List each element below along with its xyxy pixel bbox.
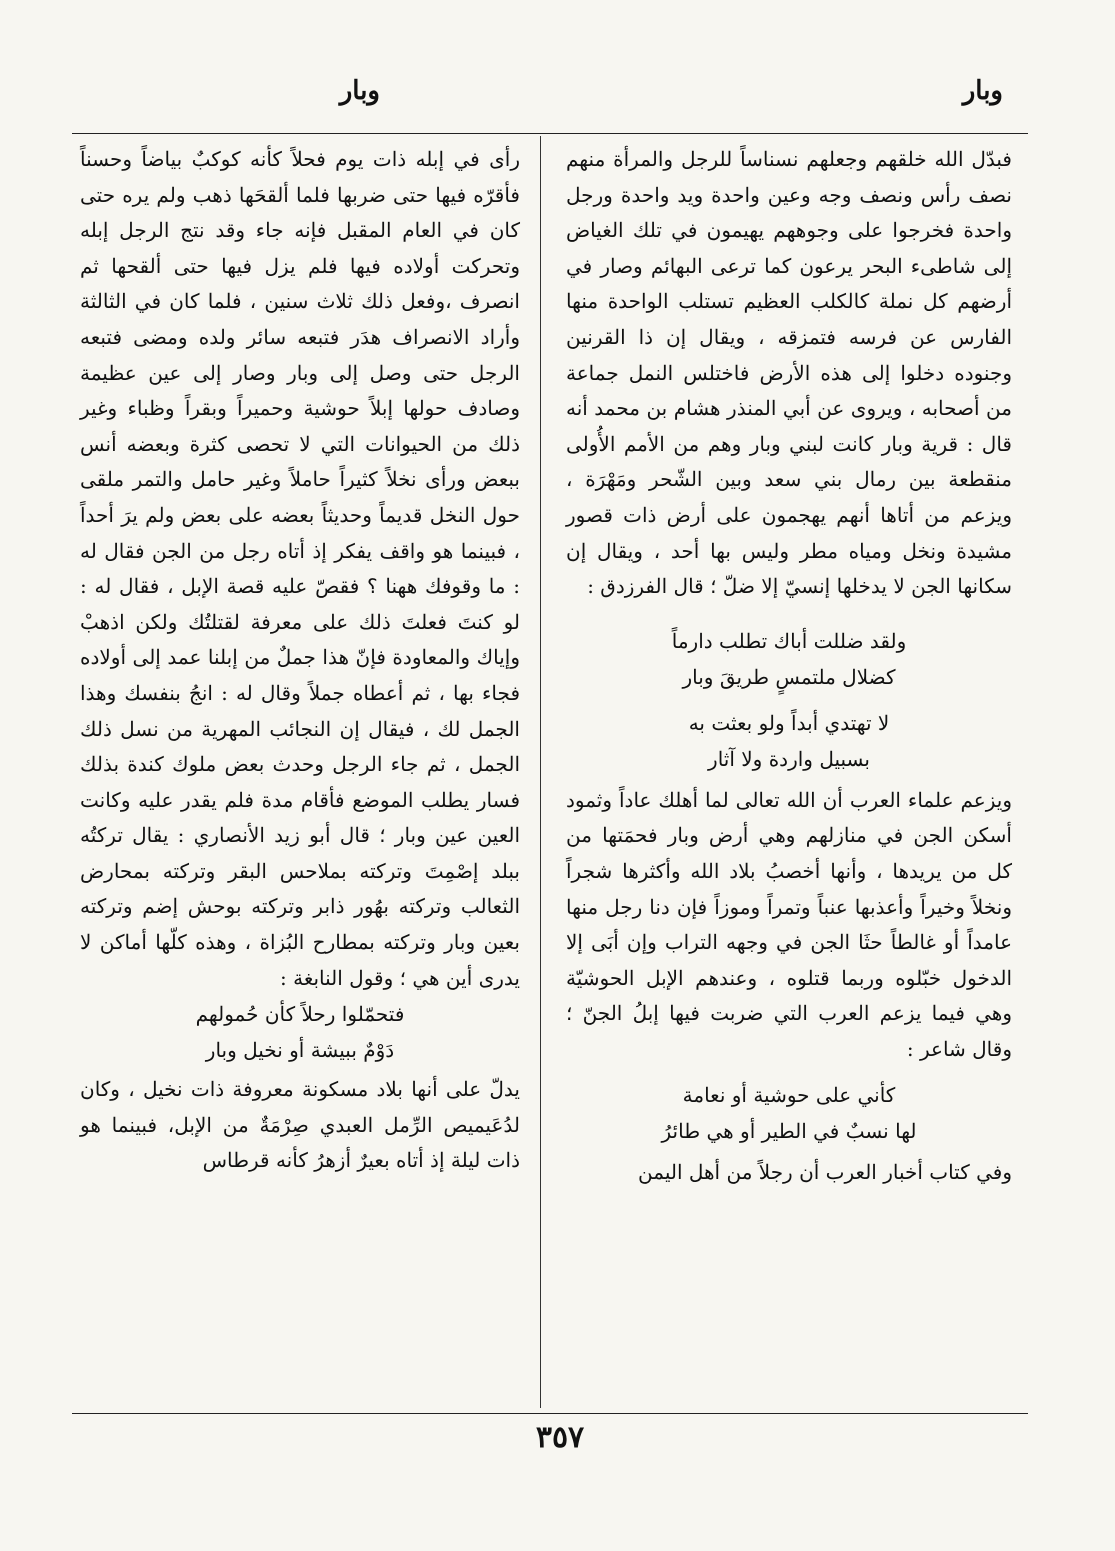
verse-line: لا تهتدي أبداً ولو بعثت به	[688, 710, 890, 735]
right-verse-2	[566, 1067, 1012, 1155]
left-paragraph-1: رأى في إبله ذات يوم فحلاً كأنه كوكبٌ بياضاً وحسناً فأقرّه فيها حتى ضربها فلما ألقحَها ذهب ولم يره حتى كان في العام المقبل فإنه جاء وقد نتج الرجل إبله وتحركت أولاده فيها فلم يزل فيها حتى ألقحها ثم انصرف ،وفعل ذلك ثلاث سنين ، فلما كان في الثالثة وأراد الانصراف هدَر فتبعه سائر ولده ومضى فتبعه الرجل حتى وصل إلى وبار وصار إلى عين عظيمة وصادف حولها إبلاً حوشية وحميراً وبقراً وظباء وغير ذلك من الحيوانات التي لا تحصى كثرة وبعضه أنس ببعض ورأى نخلاً كثيراً حاملاً وغير حامل والتمر ملقى حول النخل قديماً وحديثاً بعضه على بعض ولم يرَ أحداً ، فبينما هو واقف يفكر إذ أتاه رجل من الجن فقال له : ما وقوفك ههنا ؟ فقصّ عليه قصة الإبل ، فقال له : لو كنتَ فعلتَ ذلك على معرفة لقتلتُك ولكن اذهبْ وإياك والمعاودة فإنّ هذا جملٌ من إبلنا عمد إلى أولاده فجاء بها ، ثم أعطاه جملاً وقال له : انجُ بنفسك وهذا الجمل لك ، فيقال إن النجائب المهرية من نسل ذلك الجمل ، ثم جاء الرجل وحدث بعض ملوك كندة بذلك فسار يطلب الموضع فأقام مدة فلم يقدر عليه وكانت العين عين وبار ؛ قال أبو زيد الأنصاري : يقال تركتُه ببلد إصْمِتَ وتركته بملاحس البقر وتركته بمحارض الثعالب وتركته بهُور ذابر وتركته بوحش إضم وتركته بعين وبار وتركته بمطارح البُزاة ، وهذه كلّها أماكن لا يدرى أين هي ؛ وقول النابغة :	[80, 147, 520, 990]
verse-line: فتحمّلوا رحلاً كأن حُمولهم	[195, 1002, 405, 1027]
right-paragraph-1: فبدّل الله خلقهم وجعلهم نسناساً للرجل والمرأة منهم نصف رأس ونصف وجه وعين واحدة ويد واحدة ورجل واحدة فخرجوا على وجوههم يهيمون في تلك الغياض إلى شاطىء البحر يرعون كما ترعى البهائم وصار في أرضهم كل نملة كالكلب العظيم تستلب الواحدة منها الفارس عن فرسه فتمزقه ، ويقال إن ذا القرنين وجنوده دخلوا إلى هذه الأرض فاختلس النمل جماعة من أصحابه ، ويروى عن أبي المنذر هشام بن محمد أنه قال : قرية وبار كانت لبني وبار وهم من الأمم الأُولى منقطعة بين رمال بني سعد وبين الشّحر ومَهْرَة ، ويزعم من أتاها أنهم يهجمون على أرض ذات قصور مشيدة ونخل ومياه مطر وليس بها أحد ، ويقال إن سكانها الجن لا يدخلها إنسيّ إلا ضلّ ؛ قال الفرزدق :	[566, 147, 1012, 599]
left-column	[80, 142, 520, 1179]
right-paragraph-2: ويزعم علماء العرب أن الله تعالى لما أهلك عاداً وثمود أسكن الجن في منازلهم وهي أرض وبار فحمَتها من كل من يريدها ، وأنها أخصبُ بلاد الله وأكثرها شجراً ونخلاً وخيراً وأعذبها عنباً وتمراً وموزاً فإن دنا رجل منها عامداً أو غالطاً حثَا الجن في وجهه التراب وإن أبَى إلا الدخول خبّلوه وربما قتلوه ، وعندهم الإبل الحوشيّة وهي فيما يزعم العرب التي ضربت فيها إبلُ الجنّ ؛ وقال شاعر :	[566, 787, 1012, 1061]
verse-line: ولقد ضللت أباك تطلب دارماً	[671, 628, 907, 653]
left-paragraph-2: يدلّ على أنها بلاد مسكونة معروفة ذات نخيل ، وكان لدُعَيميص الرِّمل العبدي صِرْمَةٌ من الإبل، فبينما هو ذات ليلة إذ أتاه بعيرٌ أزهرُ كأنه قرطاس	[80, 1077, 520, 1173]
right-verse-1	[566, 605, 1012, 783]
header-rule	[72, 133, 1028, 134]
verse-line: كأني على حوشية أو نعامة	[682, 1083, 896, 1108]
verse-line: بسبيل واردة ولا آثار	[708, 746, 870, 771]
column-divider	[540, 136, 541, 1408]
right-paragraph-3: وفي كتاب أخبار العرب أن رجلاً من أهل اليمن	[638, 1160, 1012, 1185]
right-column	[566, 142, 1012, 1191]
verse-line: لها نسبٌ في الطير أو هي طائرُ	[661, 1119, 917, 1144]
verse-line: كضلال ملتمسٍ طريقَ وبار	[682, 664, 896, 689]
verse-line: دَوْمٌ ببيشة أو نخيل وبار	[205, 1038, 395, 1063]
page-number: ٣٥٧	[535, 1420, 585, 1455]
left-verse	[80, 996, 520, 1072]
running-header-right: وبار	[962, 76, 1003, 106]
footer-rule	[72, 1413, 1028, 1414]
running-header-left: وبار	[339, 76, 380, 106]
